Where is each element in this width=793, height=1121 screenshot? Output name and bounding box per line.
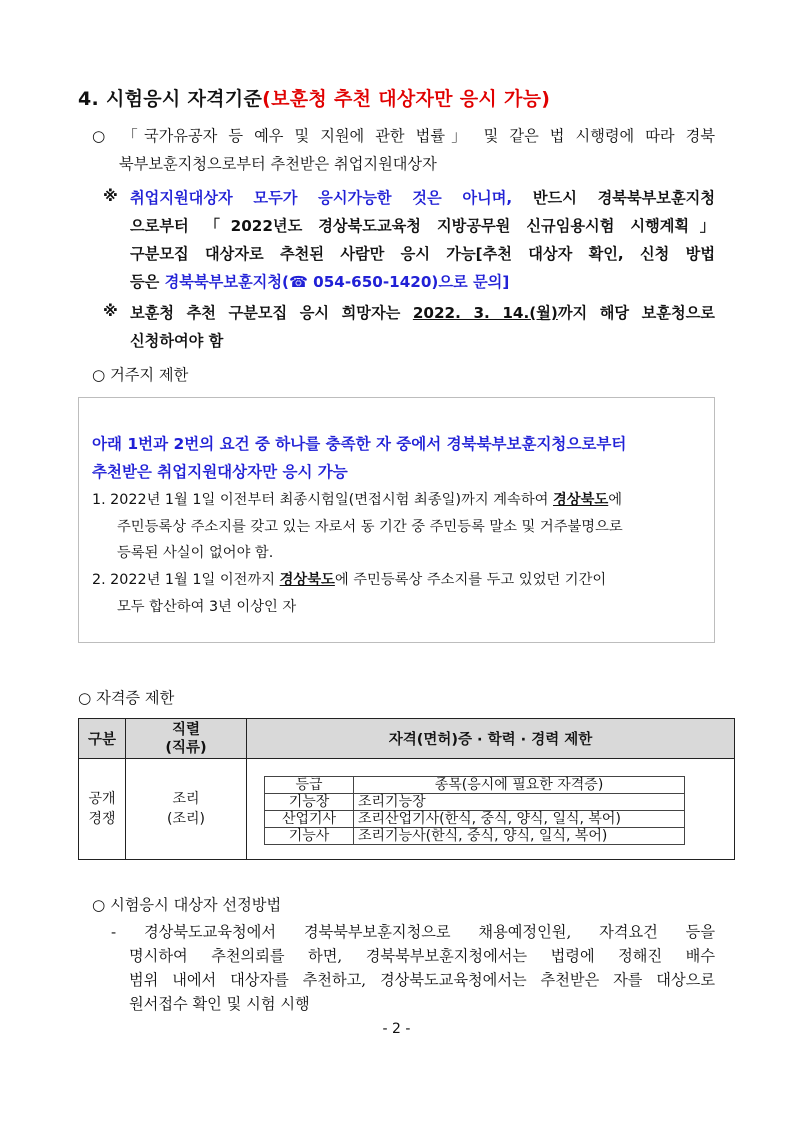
note2-mark: ※ [103, 302, 118, 320]
qualification-table [264, 776, 685, 845]
note1-line1-black: 반드시 경북북부보훈지청 [512, 189, 715, 207]
note1-contact: 경북북부보훈지청(☎ 054-650-1420)으로 문의] [164, 273, 510, 291]
qualification-header-row [265, 777, 685, 794]
residence-box-line-1: 아래 1번과 2번의 요건 중 하나를 충족한 자 중에서 경북북부보훈지청으로부터 [92, 435, 627, 453]
note2-line1-a: 보훈청 추천 구분모집 응시 희망자는 [130, 304, 413, 322]
cell-series-a: 조리 [172, 791, 200, 807]
cell-type-a: 공개 [88, 791, 116, 807]
grade-cell: 기능사 [265, 828, 354, 845]
item-cell: 조리산업기사(한식, 중식, 양식, 일식, 복어) [354, 811, 685, 828]
residence-item2-line-2: 모두 합산하여 3년 이상인 자 [117, 599, 297, 615]
cell-type-b: 경쟁 [88, 811, 116, 827]
section-title: 4. 시험응시 자격기준 [78, 88, 263, 110]
residence-item2-suffix: 에 주민등록상 주소지를 두고 있었던 기간이 [334, 572, 607, 588]
note1-line-2: 으로부터 「2022년도 경상북도교육청 지방공무원 신규임용시험 시행계획」 [130, 217, 715, 235]
region-gyeongbuk-2: 경상북도 [279, 572, 335, 588]
note2-deadline: 2022. 3. 14.(월) [412, 304, 558, 322]
residence-title: ○ 거주지 제한 [92, 366, 189, 384]
section-title-note: (보훈청 추천 대상자만 응시 가능) [262, 88, 551, 110]
residence-item1-suffix: 에 [608, 492, 623, 508]
page-number: - 2 - [382, 1021, 411, 1037]
note1-mark: ※ [103, 187, 118, 205]
residence-item2-text: 2. 2022년 1월 1일 이전까지 [92, 572, 280, 588]
residence-item1-line-1 [92, 489, 622, 509]
residence-item1-line-2: 주민등록상 주소지를 갖고 있는 자로서 동 기간 중 주민등록 말소 및 거주불명으로 [117, 519, 623, 535]
note1-line-1 [130, 187, 715, 208]
item-cell: 조리기능사(한식, 중식, 양식, 일식, 복어) [354, 828, 685, 845]
cell-series [126, 759, 247, 860]
item-header: 종목(응시에 필요한 자격증) [354, 777, 685, 794]
note1-line-4 [130, 271, 509, 292]
col-header-series [126, 719, 247, 759]
col-header-series-a: 직렬 [171, 721, 200, 738]
selection-line-4: 원서접수 확인 및 시험 시행 [129, 995, 310, 1013]
note2-line1-b: 까지 해당 보훈청으로 [557, 304, 715, 322]
region-gyeongbuk: 경상북도 [553, 492, 609, 508]
grade-cell: 산업기사 [265, 811, 354, 828]
note1-line4-a: 등은 [130, 273, 165, 291]
note2-line-1 [130, 302, 715, 323]
note1-line-3: 구분모집 대상자로 추천된 사람만 응시 가능[추천 대상자 확인, 신청 방법 [130, 245, 715, 263]
section-heading [78, 84, 550, 111]
col-header-series-b: (직류) [165, 739, 207, 756]
item-cell: 조리기능장 [354, 794, 685, 811]
residence-box-line-2: 추천받은 취업지원대상자만 응시 가능 [92, 463, 348, 481]
selection-line-2: 명시하여 추천의뢰를 하면, 경북북부보훈지청에서는 법령에 정해진 배수 [129, 947, 715, 965]
intro-line-2: 북부보훈지청으로부터 추천받은 취업지원대상자 [119, 155, 437, 173]
selection-line-1: - 경상북도교육청에서 경북북부보훈지청으로 채용예정인원, 자격요건 등을 [111, 923, 715, 941]
selection-line-3: 범위 내에서 대상자를 추천하고, 경상북도교육청에서는 추천받은 자를 대상으로 [129, 971, 715, 989]
table-row [265, 794, 685, 811]
selection-title: ○ 시험응시 대상자 선정방법 [92, 896, 282, 914]
residence-item1-line-3: 등록된 사실이 없어야 함. [117, 545, 274, 561]
grade-cell: 기능장 [265, 794, 354, 811]
license-title: ○ 자격증 제한 [78, 689, 175, 707]
note1-line1-blue: 취업지원대상자 모두가 응시가능한 것은 아니며, [130, 189, 513, 207]
residence-item1-text: 1. 2022년 1월 1일 이전부터 최종시험일(면접시험 최종일)까지 계속하여 [92, 492, 553, 508]
note2-line-2: 신청하여야 함 [130, 332, 224, 350]
grade-header: 등급 [265, 777, 354, 794]
cell-series-b: (조리) [167, 811, 205, 827]
table-row [265, 811, 685, 828]
residence-item2-line-1 [92, 569, 606, 589]
cell-type [79, 759, 126, 860]
table-row [265, 828, 685, 845]
intro-line-1: ○ 「국가유공자 등 예우 및 지원에 관한 법률」 및 같은 법 시행령에 따라 경북 [92, 127, 715, 145]
col-header-type: 구분 [79, 719, 126, 759]
col-header-qualification: 자격(면허)증 · 학력 · 경력 제한 [247, 719, 735, 759]
